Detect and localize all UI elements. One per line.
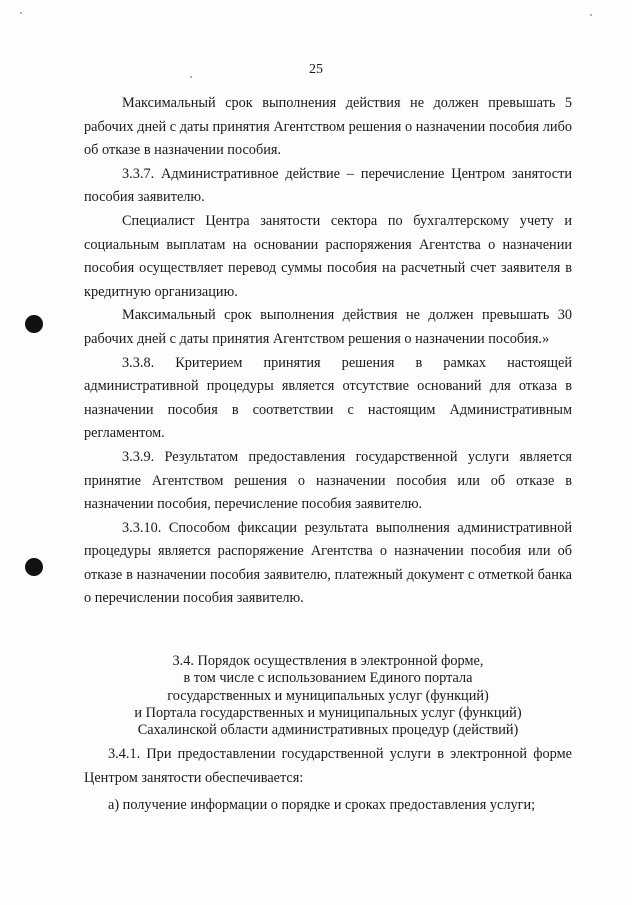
heading-line: в том числе с использованием Единого портала bbox=[183, 670, 473, 687]
body-text bbox=[84, 92, 572, 611]
paragraph-3-3-8: 3.3.8. Критерием принятия решения в рамках настоящей административной процедуры является отсутствие оснований для отказа в назначении пособия в соответствии с настоящим Административным регламентом. bbox=[84, 354, 572, 442]
paragraph-specialist: Специалист Центра занятости сектора по бухгалтерскому учету и социальным выплатам на основании распоряжения Агентства о назначении пособия осуществляет перевод суммы пособия на расчетный счет заявителя в кредитную организацию. bbox=[84, 212, 572, 300]
page-number: 25 bbox=[309, 62, 323, 77]
paragraph-max-term-30-days: Максимальный срок выполнения действия не должен превышать 30 рабочих дней с даты принятия Агентством решения о назначении пособия.» bbox=[84, 307, 572, 347]
heading-line: и Портала государственных и муниципальных услуг (функций) bbox=[134, 704, 522, 721]
tail-text bbox=[84, 743, 572, 818]
heading-line: государственных и муниципальных услуг (функций) bbox=[167, 687, 489, 704]
scan-speck bbox=[190, 76, 192, 78]
heading-line: 3.4. Порядок осуществления в электронной форме, bbox=[172, 653, 484, 669]
paragraph-max-term-5-days: Максимальный срок выполнения действия не должен превышать 5 рабочих дней с даты принятия Агентством решения о назначении пособия либо об отказе в назначении пособия. bbox=[84, 95, 572, 159]
scan-speck bbox=[20, 12, 22, 14]
paragraph-item-a: а) получение информации о порядке и сроках предоставления услуги; bbox=[108, 797, 536, 814]
heading-line: Сахалинской области административных процедур (действий) bbox=[137, 722, 519, 739]
paragraph-3-3-10: 3.3.10. Способом фиксации результата выполнения административной процедуры является распоряжение Агентства о назначении пособия или об отказе в назначении пособия заявителю, платежный документ с отметкой банка о перечислении пособия заявителю. bbox=[84, 519, 572, 607]
punch-hole-lower bbox=[25, 558, 43, 576]
scan-speck bbox=[590, 14, 592, 16]
paragraph-3-3-9: 3.3.9. Результатом предоставления государственной услуги является принятие Агентством решения о назначении пособия или об отказе в назначении пособия, перечисление пособия заявителю. bbox=[84, 448, 572, 513]
paragraph-3-3-7: 3.3.7. Административное действие – перечисление Центром занятости пособия заявителю. bbox=[84, 165, 572, 206]
section-heading-3-4 bbox=[84, 653, 572, 739]
punch-hole-upper bbox=[25, 315, 43, 333]
paragraph-3-4-1: 3.4.1. При предоставлении государственной услуги в электронной форме Центром занятости обеспечивается: bbox=[84, 746, 572, 786]
